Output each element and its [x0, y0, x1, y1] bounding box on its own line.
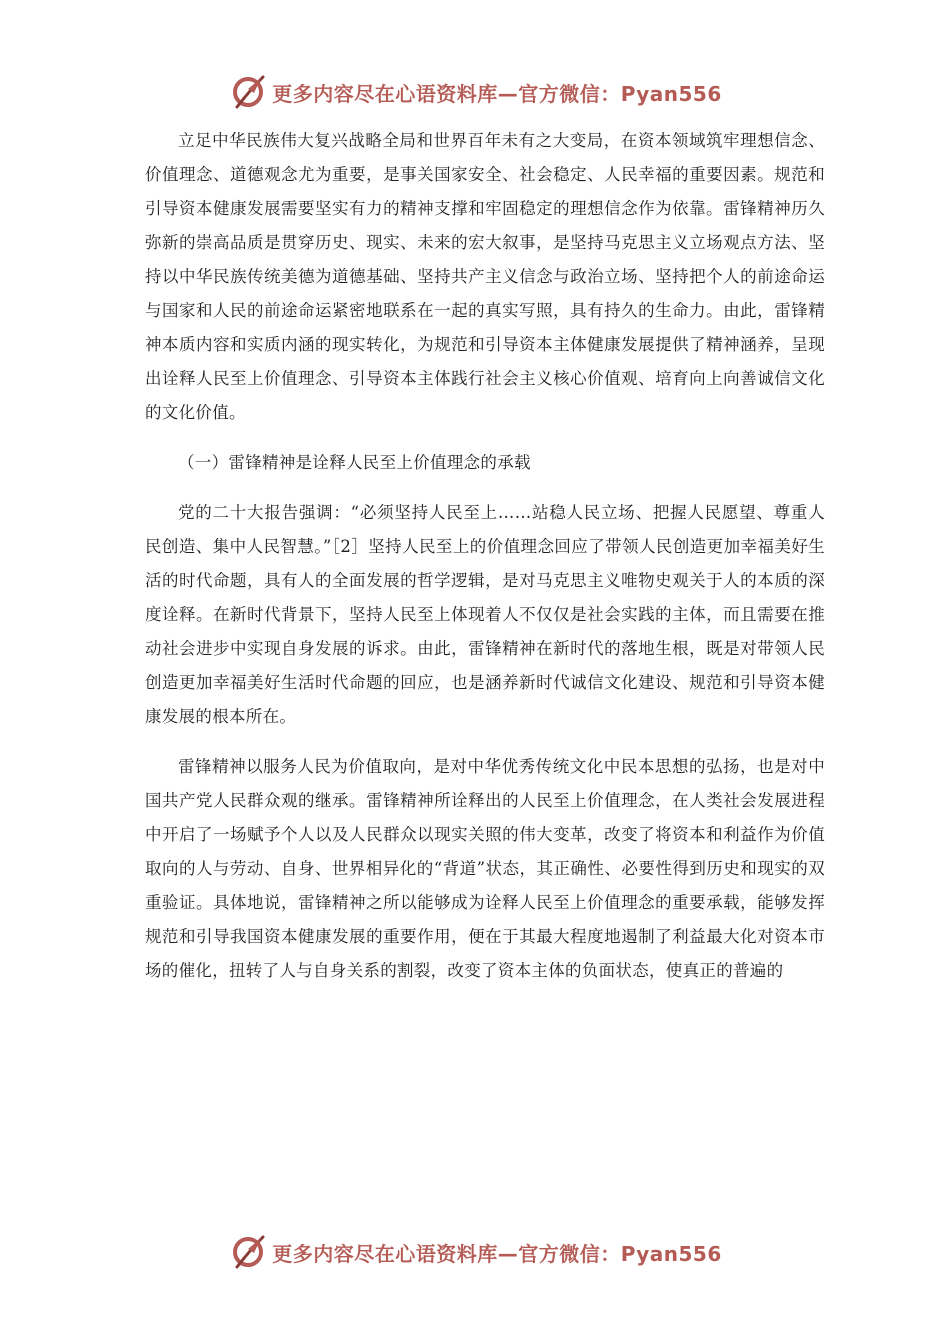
- paragraph-report-quote: 党的二十大报告强调：“必须坚持人民至上……站稳人民立场、把握人民愿望、尊重人民创造、集中人民智慧。”［2］坚持人民至上的价值理念回应了带领人民创造更加幸福美好生活的时代命题，具有人的全面发展的哲学逻辑，是对马克思主义唯物史观关于人的本质的深度诠释。在新时代背景下，坚持人民至上体现着人不仅仅是社会实践的主体，而且需要在推动社会进步中实现自身发展的诉求。由此，雷锋精神在新时代的落地生根，既是对带领人民创造更加幸福美好生活时代命题的回应，也是涵养新时代诚信文化建设、规范和引导资本健康发展的根本所在。: [145, 503, 825, 726]
- section-heading: （一）雷锋精神是诠释人民至上价值理念的承载: [178, 453, 531, 472]
- header-banner: [0, 72, 950, 112]
- quill-pen-logo-icon: [228, 1232, 268, 1272]
- banner-text: 更多内容尽在心语资料库—官方微信：Pyan556: [272, 81, 722, 106]
- paragraph-intro: 立足中华民族伟大复兴战略全局和世界百年未有之大变局，在资本领域筑牢理想信念、价值理念、道德观念尤为重要，是事关国家安全、社会稳定、人民幸福的重要因素。规范和引导资本健康发展需要坚实有力的精神支撑和牢固稳定的理想信念作为依靠。雷锋精神历久弥新的崇高品质是贯穿历史、现实、未来的宏大叙事，是坚持马克思主义立场观点方法、坚持以中华民族传统美德为道德基础、坚持共产主义信念与政治立场、坚持把个人的前途命运与国家和人民的前途命运紧密地联系在一起的真实写照，具有持久的生命力。由此，雷锋精神本质内容和实质内涵的现实转化，为规范和引导资本主体健康发展提供了精神涵养，呈现出诠释人民至上价值理念、引导资本主体践行社会主义核心价值观、培育向上向善诚信文化的文化价值。: [145, 131, 825, 422]
- document-body: [145, 124, 825, 988]
- banner-text: 更多内容尽在心语资料库—官方微信：Pyan556: [272, 1241, 722, 1266]
- quill-pen-logo-icon: [228, 72, 268, 112]
- paragraph-service-value: 雷锋精神以服务人民为价值取向，是对中华优秀传统文化中民本思想的弘扬，也是对中国共产党人民群众观的继承。雷锋精神所诠释出的人民至上价值理念，在人类社会发展进程中开启了一场赋予个人以及人民群众以现实关照的伟大变革，改变了将资本和利益作为价值取向的人与劳动、自身、世界相异化的“背道”状态，其正确性、必要性得到历史和现实的双重验证。具体地说，雷锋精神之所以能够成为诠释人民至上价值理念的重要承载，能够发挥规范和引导我国资本健康发展的重要作用，便在于其最大程度地遏制了利益最大化对资本市场的催化，扭转了人与自身关系的割裂，改变了资本主体的负面状态，使真正的普遍的: [145, 757, 825, 980]
- footer-banner: [0, 1232, 950, 1272]
